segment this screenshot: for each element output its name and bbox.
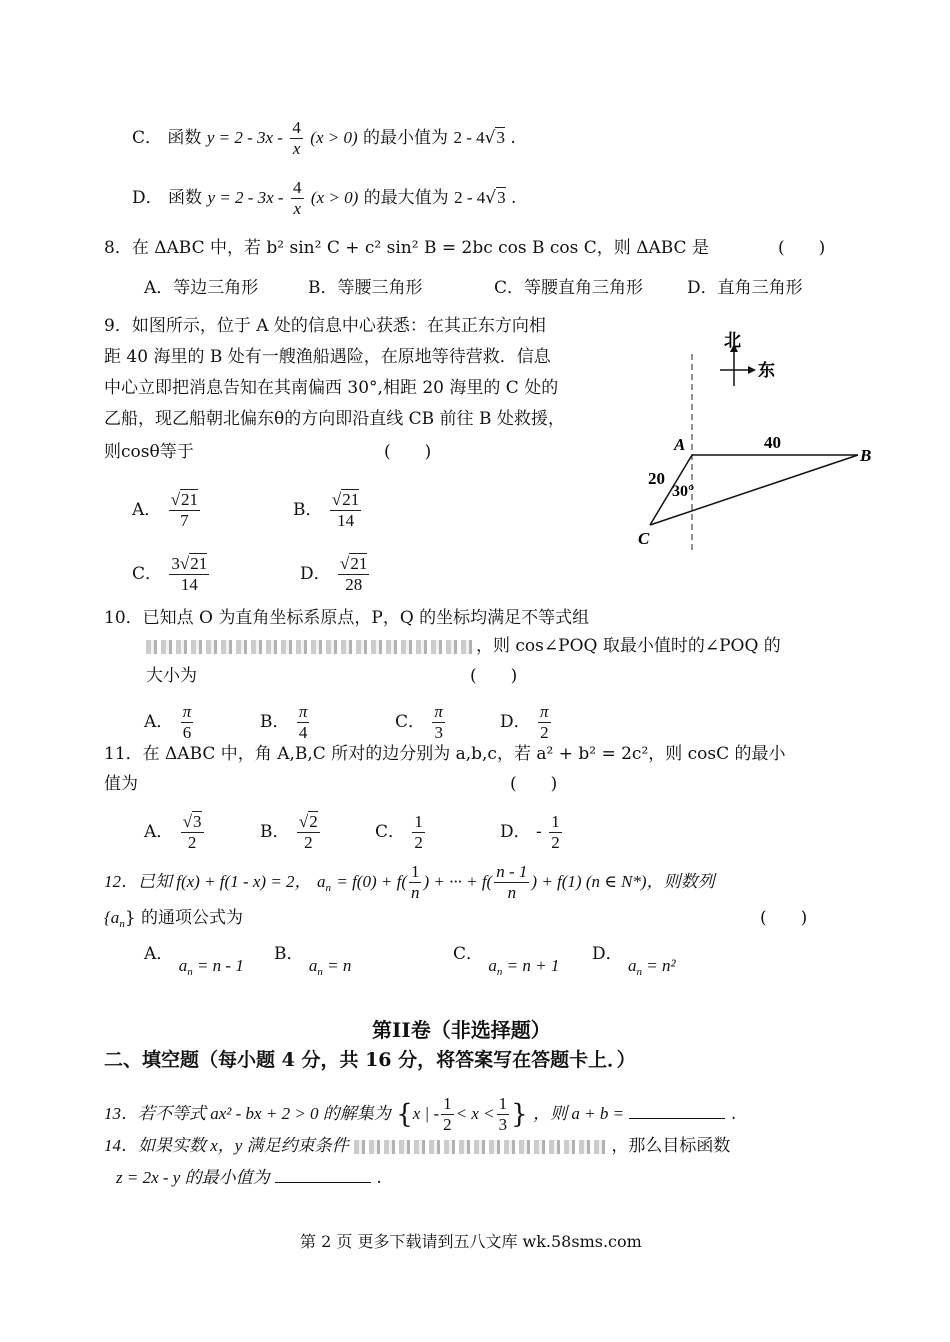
formula: y = 2 - 3x - <box>206 128 283 147</box>
numerator: 3√21 <box>171 554 208 573</box>
text: z = 2x - y 的最小值为 <box>116 1168 270 1187</box>
q12-line1 <box>104 862 715 903</box>
numerator: π <box>434 702 443 721</box>
numerator: 1 <box>443 1094 452 1113</box>
fraction <box>412 812 425 853</box>
denominator: 14 <box>180 575 198 594</box>
numerator: 4 <box>293 178 302 197</box>
text: ，则 a + b = <box>533 1104 625 1123</box>
q10-line3: 大小为 <box>146 666 197 686</box>
denominator: 4 <box>298 723 308 742</box>
option-label: B． <box>274 944 304 964</box>
text: 函数 <box>168 188 203 208</box>
option-label: B． <box>260 822 290 842</box>
point-a-label: A <box>674 435 686 454</box>
q14-line2 <box>116 1164 382 1190</box>
q9-paren: ( ) <box>384 442 432 462</box>
q11-paren: ( ) <box>510 774 558 794</box>
q9-figure <box>628 330 888 560</box>
text: 的最小值为 <box>363 128 449 148</box>
numerator: √3 <box>182 812 202 831</box>
text: . <box>510 128 516 148</box>
expr: = n - 1 <box>196 956 244 975</box>
answer-expr: $a_n = n + 1$ <box>488 956 560 978</box>
q9-line: 距 40 海里的 B 处有一艘渔船遇险，在原地等待营救．信息 <box>104 347 551 367</box>
q9-option-c <box>132 554 211 595</box>
q12-line2 <box>104 906 243 936</box>
minus-sign: - <box>536 822 542 842</box>
q8-option-c: C．等腰直角三角形 <box>494 278 644 298</box>
text: x | - <box>412 1104 440 1123</box>
radicand: 21 <box>342 490 360 509</box>
numerator: 1 <box>551 812 560 831</box>
east-arrow-icon <box>748 366 756 374</box>
denominator: 3 <box>498 1115 508 1134</box>
constraint-system-image <box>354 1140 606 1154</box>
subscript: n <box>119 918 125 930</box>
q10-option-a <box>144 702 195 743</box>
q12-option-c <box>453 942 560 978</box>
q12-option-a <box>144 942 244 978</box>
angle-label: 30° <box>672 483 695 500</box>
option-label: B． <box>293 500 323 520</box>
q8-option-d: D．直角三角形 <box>687 278 803 298</box>
numerator: √21 <box>170 490 199 509</box>
option-label: C． <box>395 712 426 732</box>
option-label: D． <box>592 944 623 964</box>
numerator: 1 <box>414 812 423 831</box>
formula: y = 2 - 3x - <box>207 188 284 207</box>
option-label: A． <box>144 712 174 732</box>
expr: = n² <box>646 956 676 975</box>
ab-length-label: 40 <box>764 433 781 452</box>
option-label: C． <box>375 822 406 842</box>
option-label: C． <box>453 944 484 964</box>
text: ) + f(1) (n ∈ N*)，则数列 <box>531 872 715 891</box>
radicand: 3 <box>193 812 202 831</box>
text: ，则 cos∠POQ 取最小值时的∠POQ 的 <box>476 636 781 656</box>
q12-option-b <box>274 942 352 978</box>
option-label: D． <box>500 712 531 732</box>
q11-option-a <box>144 812 206 853</box>
radicand: 2 <box>309 812 318 831</box>
option-label: D． <box>300 564 331 584</box>
q7-option-d: D． 函数 y = 2 - 3x - $\frac{4}{x}$ (x > 0) 的最大值为 2 - 4√3 . <box>132 178 517 218</box>
q9-line: 9．如图所示，位于 A 处的信息中心获悉：在其正东方向相 <box>104 316 546 336</box>
answer-blank[interactable] <box>629 1100 725 1119</box>
q9-line: 乙船，现乙船朝北偏东θ的方向即沿直线 CB 前往 B 处救援， <box>104 409 565 429</box>
fraction <box>538 702 551 743</box>
q12-option-d <box>592 942 676 978</box>
value: 2 - 4 <box>454 188 486 207</box>
q8-stem: 8．在 ΔABC 中，若 b² sin² C + c² sin² B = 2bc cos B cos C，则 ΔABC 是 <box>104 238 709 258</box>
denominator: 7 <box>180 511 189 530</box>
denominator: x <box>292 139 301 158</box>
fraction <box>290 118 303 159</box>
value: 2 - 4 <box>453 128 485 147</box>
radicand: 3 <box>497 188 506 207</box>
q9-line: 中心立即把消息告知在其南偏西 30°,相距 20 海里的 C 处的 <box>104 378 559 398</box>
point-c-label: C <box>638 529 650 548</box>
fraction <box>409 862 422 903</box>
fraction <box>441 1094 454 1135</box>
q11-option-b <box>260 812 322 853</box>
fraction <box>549 812 562 853</box>
text: 函数 <box>167 128 202 148</box>
text: . <box>376 1168 382 1188</box>
fraction <box>297 812 320 853</box>
east-label: 东 <box>758 361 775 381</box>
denominator: 6 <box>182 723 192 742</box>
q10-line2 <box>146 634 781 658</box>
condition: (x > 0) <box>310 188 359 207</box>
text: . <box>510 188 517 208</box>
fraction <box>297 702 310 743</box>
denominator: x <box>293 199 302 218</box>
q7-option-c: C． 函数 y = 2 - 3x - $\frac{4}{x}$ (x > 0) 的最小值为 2 - 4√3 . <box>132 118 516 158</box>
subscript: n <box>325 882 331 894</box>
option-label: C． <box>132 128 163 148</box>
numerator: n - 1 <box>496 862 528 881</box>
q8-option-b: B．等腰三角形 <box>308 278 423 298</box>
expr: = n + 1 <box>506 956 560 975</box>
fraction <box>494 862 529 903</box>
expr: = n <box>327 956 352 975</box>
numerator: π <box>540 702 549 721</box>
text: . <box>730 1104 737 1124</box>
q8-paren: ( ) <box>778 238 826 258</box>
north-label: 北 <box>724 331 741 351</box>
denominator: n <box>507 883 517 902</box>
text: {a <box>104 908 120 927</box>
text: = f(0) + f( <box>336 872 407 891</box>
q12-paren: ( ) <box>760 908 808 928</box>
q11-option-d <box>500 812 564 853</box>
q9-option-a <box>132 490 202 531</box>
q10-paren: ( ) <box>470 666 518 686</box>
denominator: 28 <box>345 575 363 594</box>
coefficient: 3 <box>171 554 180 573</box>
condition: (x > 0) <box>310 128 358 147</box>
answer-blank[interactable] <box>275 1164 371 1183</box>
point-b-label: B <box>860 446 872 465</box>
q11-option-c <box>375 812 427 853</box>
q10-option-d <box>500 702 553 743</box>
numerator: 1 <box>498 1094 508 1113</box>
radicand: 21 <box>190 554 208 573</box>
q11-line1: 11．在 ΔABC 中，角 A,B,C 所对的边分别为 a,b,c，若 a² + b² = 2c²，则 cosC 的最小 <box>104 744 786 764</box>
q14-line1 <box>104 1134 730 1158</box>
q10-option-b <box>260 702 311 743</box>
answer-expr: $a_n = n$ <box>308 956 352 978</box>
section-heading: 二、填空题（每小题 4 分，共 16 分，将答案写在答题卡上．） <box>104 1049 636 1071</box>
fraction <box>338 554 369 595</box>
fraction <box>181 812 204 853</box>
right-brace: } <box>511 1099 528 1130</box>
text: ) + ··· + f( <box>423 872 493 891</box>
q9-line: 则cosθ等于 <box>104 442 194 462</box>
fraction <box>181 702 194 743</box>
fraction <box>169 554 209 595</box>
q13-line <box>104 1094 736 1135</box>
option-label: A． <box>132 500 162 520</box>
fraction <box>291 178 304 219</box>
fraction <box>432 702 445 743</box>
option-label: A． <box>144 944 174 964</box>
ac-length-label: 20 <box>648 469 665 488</box>
denominator: 2 <box>187 833 197 852</box>
q11-line2: 值为 <box>104 774 138 794</box>
inequality-system-image <box>146 640 476 654</box>
text: < x < <box>455 1104 495 1123</box>
numerator: 1 <box>410 862 420 881</box>
q8-option-a: A．等边三角形 <box>144 278 259 298</box>
answer-expr: $a_n = n - 1$ <box>178 956 244 978</box>
numerator: π <box>182 702 192 721</box>
denominator: 2 <box>414 833 423 852</box>
denominator: 2 <box>551 833 560 852</box>
page-footer: 第 2 页 更多下载请到五八文库 wk.58sms.com <box>300 1232 642 1251</box>
answer-expr: $a_n = n^2$ <box>628 956 676 978</box>
text: 14．如果实数 x，y 满足约束条件 <box>104 1136 349 1155</box>
text: 的最大值为 <box>363 188 449 208</box>
q10-line1: 10．已知点 O 为直角坐标系原点，P，Q 的坐标均满足不等式组 <box>104 608 590 628</box>
numerator: √21 <box>331 490 360 509</box>
denominator: 14 <box>337 511 355 530</box>
denominator: 2 <box>443 1115 452 1134</box>
radicand: 21 <box>350 554 368 573</box>
text: } 的通项公式为 <box>124 908 244 928</box>
numerator: √21 <box>340 554 368 573</box>
part2-title: 第II卷（非选择题） <box>372 1018 551 1042</box>
text: 12．已知 f(x) + f(1 - x) = 2， <box>104 872 312 891</box>
denominator: n <box>410 883 420 902</box>
option-label: B． <box>260 712 290 732</box>
denominator: 2 <box>540 723 549 742</box>
fraction <box>169 490 200 531</box>
option-label: C． <box>132 564 163 584</box>
denominator: 3 <box>434 723 443 742</box>
radicand: 21 <box>181 490 199 509</box>
fraction <box>330 490 361 531</box>
q10-option-c <box>395 702 447 743</box>
numerator: √2 <box>298 812 318 831</box>
sequence-term: a <box>316 872 326 891</box>
fraction <box>497 1094 510 1135</box>
radicand: 3 <box>496 128 505 147</box>
text: 13．若不等式 ax² - bx + 2 > 0 的解集为 <box>104 1104 391 1123</box>
left-brace: { <box>396 1099 413 1130</box>
option-label: D． <box>132 188 163 208</box>
denominator: 2 <box>304 833 313 852</box>
option-label: A． <box>144 822 174 842</box>
numerator: 4 <box>292 118 301 137</box>
text: ，那么目标函数 <box>611 1136 731 1156</box>
q9-option-b <box>293 490 363 531</box>
numerator: π <box>298 702 308 721</box>
q9-option-d <box>300 554 371 595</box>
option-label: D． <box>500 822 531 842</box>
